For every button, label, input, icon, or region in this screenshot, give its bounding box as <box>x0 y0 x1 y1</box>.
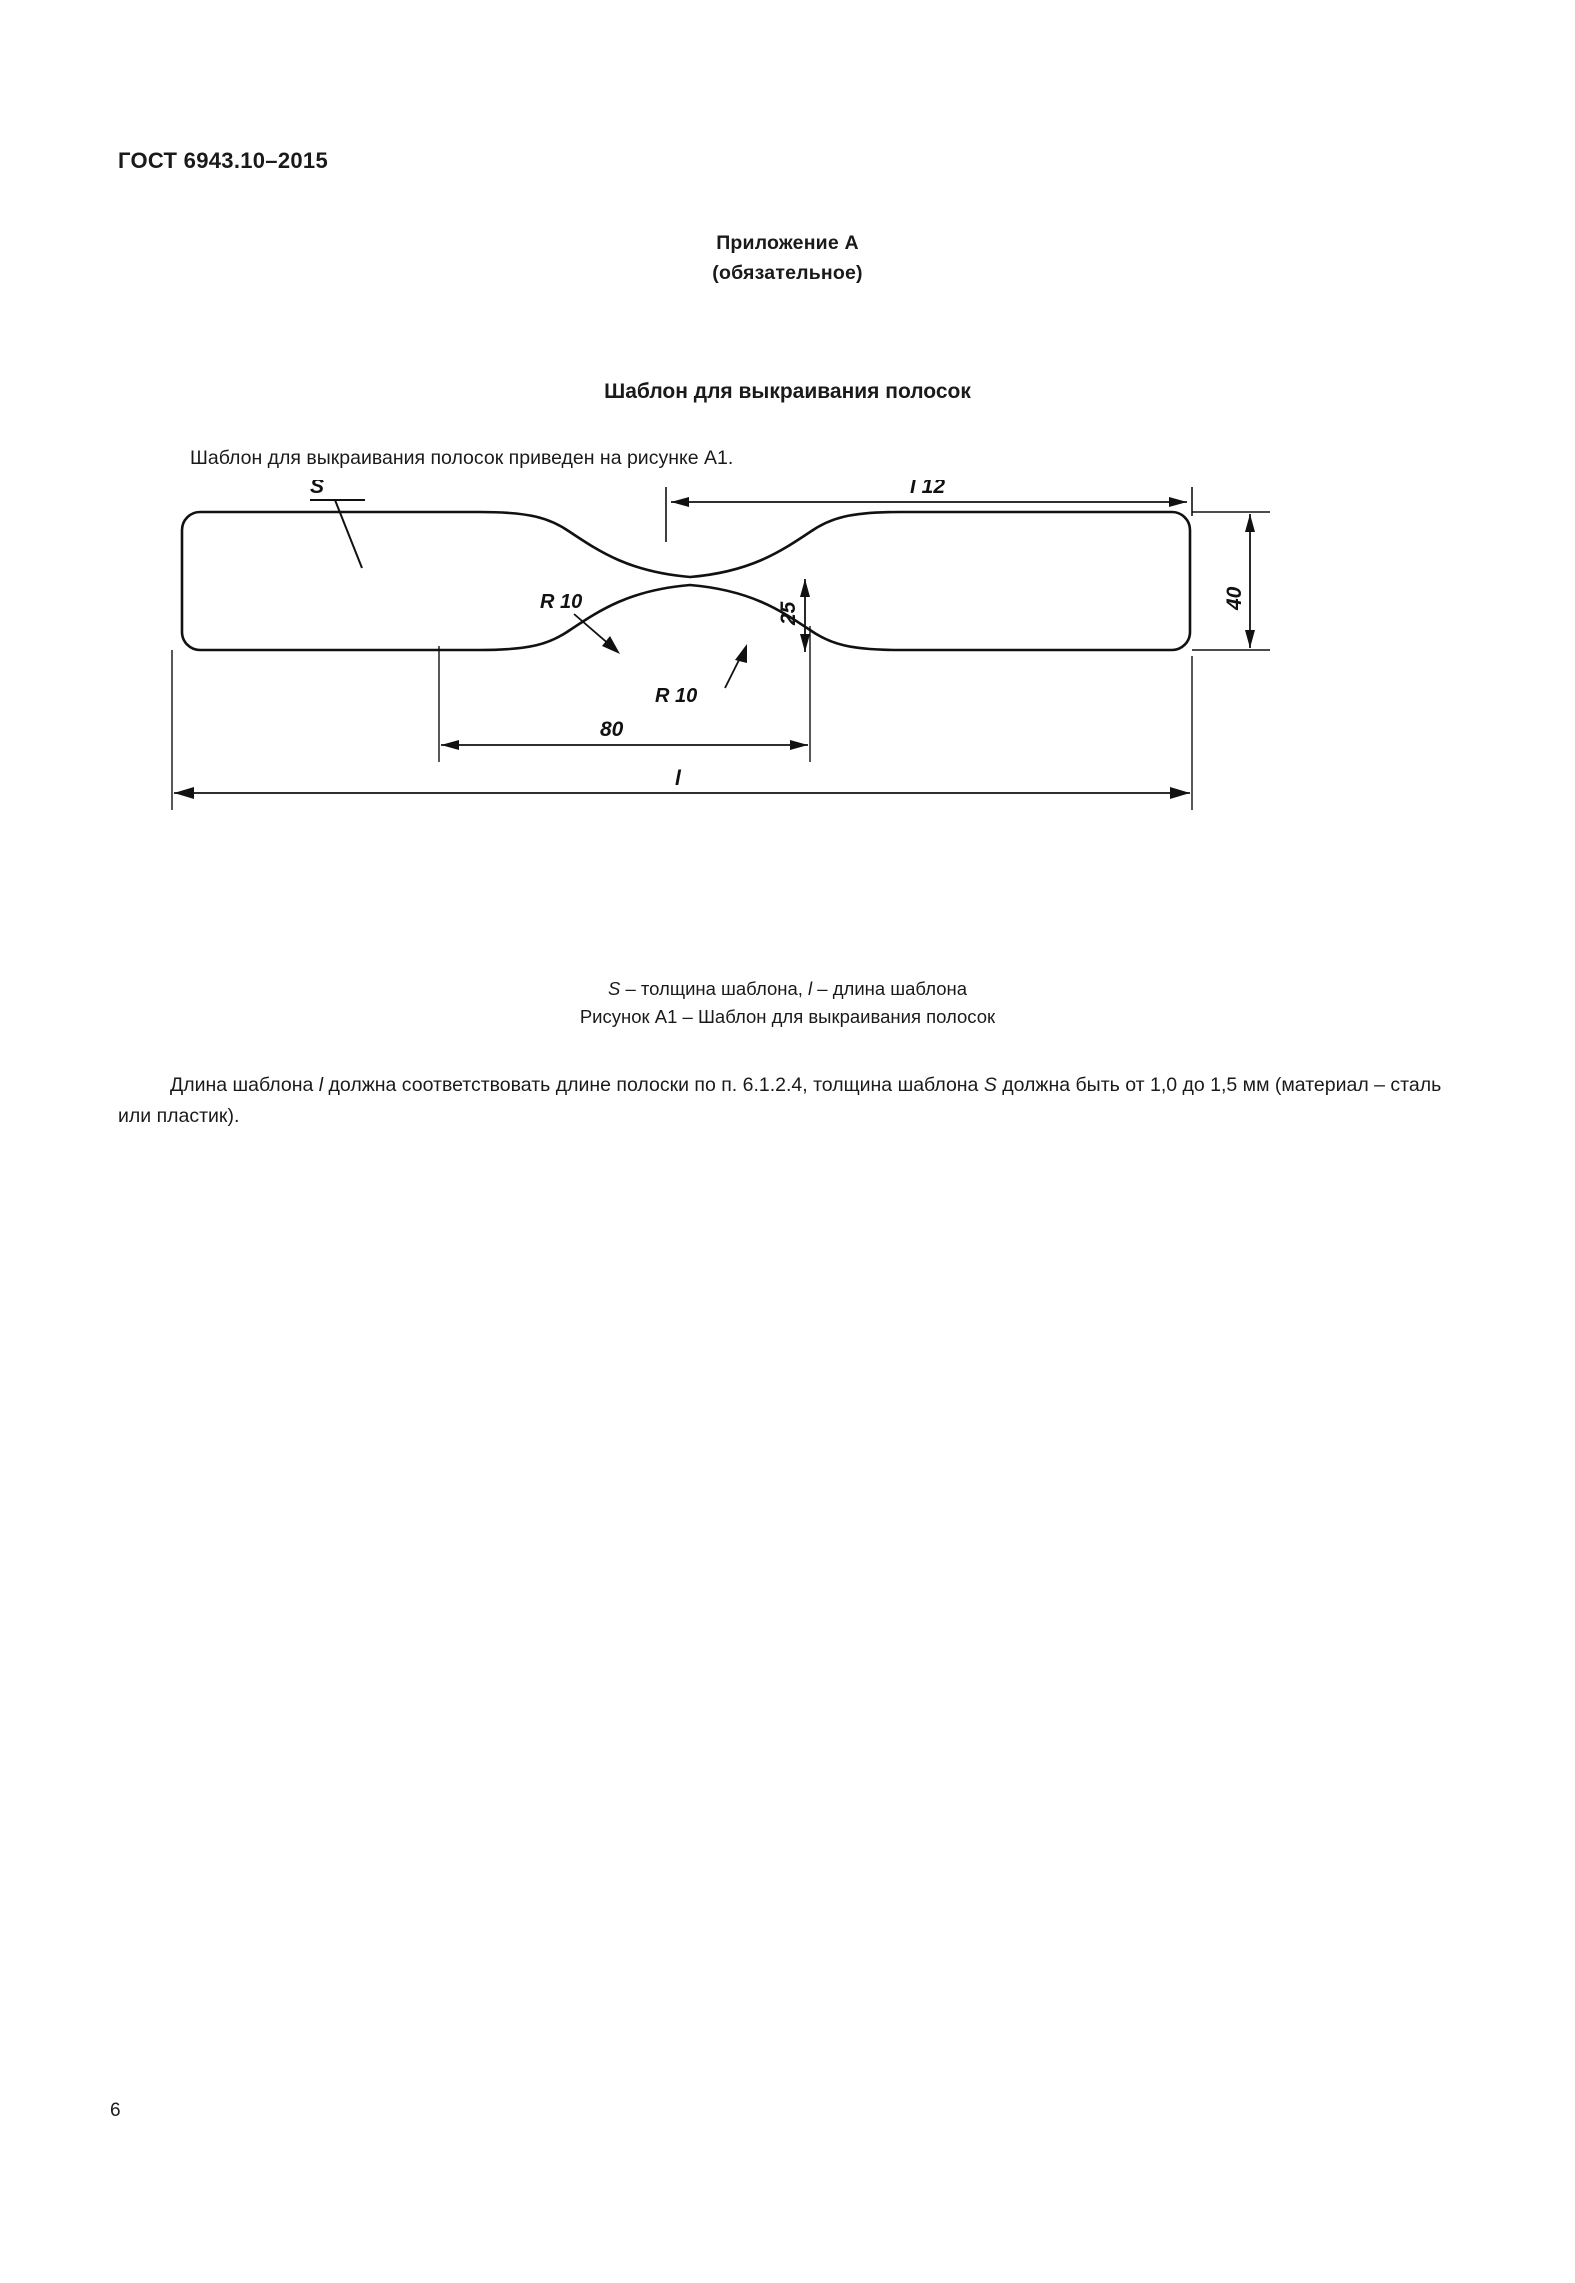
arrow-radius-bottom <box>735 644 747 663</box>
legend-suffix-text: – длина шаблона <box>812 978 967 999</box>
legend-symbol-s: S <box>608 978 621 999</box>
arrow-40-bottom <box>1245 630 1255 648</box>
label-radius-top: R 10 <box>540 591 583 613</box>
legend-middle-text: – толщина шаблона, <box>620 978 809 999</box>
arrow-radius-top <box>602 636 620 654</box>
s-leader-diagonal <box>335 500 362 568</box>
figure-a1 <box>150 480 1440 960</box>
label-thickness: S <box>310 480 325 498</box>
arrow-80-left <box>441 740 459 750</box>
page-number: 6 <box>110 2100 121 2121</box>
arrow-25-top <box>800 579 810 597</box>
arrow-l-right <box>1170 787 1190 799</box>
body-paragraph <box>118 1070 1458 1132</box>
figure-legend <box>0 975 1575 1003</box>
figure-caption-block <box>0 975 1575 1031</box>
label-width-neck: 25 <box>777 601 800 625</box>
annex-subtitle: (обязательное) <box>712 262 863 284</box>
annex-heading <box>0 228 1575 288</box>
arrow-40-top <box>1245 514 1255 532</box>
arrow-l12-left <box>671 497 689 507</box>
annex-title: Приложение А <box>716 232 859 254</box>
arrow-l-left <box>174 787 194 799</box>
arrow-l12-right <box>1169 497 1187 507</box>
label-length-80: 80 <box>600 718 624 741</box>
arrow-80-right <box>790 740 808 750</box>
template-drawing <box>150 480 1440 960</box>
figure-caption: Рисунок А1 – Шаблон для выкраивания полосок <box>579 1006 996 1027</box>
label-width-total: 40 <box>1223 586 1246 610</box>
label-length-12: l 12 <box>910 480 946 498</box>
label-radius-bottom: R 10 <box>655 685 698 707</box>
page-title: Шаблон для выкраивания полосок <box>604 380 971 403</box>
intro-text: Шаблон для выкраивания полосок приведен на рисунке А1. <box>190 447 734 469</box>
paragraph-part-2: должна соответствовать длине полоски по п. 6.1.2.4, толщина шаблона <box>323 1074 984 1096</box>
standard-header: ГОСТ 6943.10–2015 <box>118 148 328 173</box>
paragraph-part-3: должна быть от 1,0 до 1,5 мм (материал – сталь или пластик). <box>118 1074 1442 1127</box>
paragraph-symbol-l: l <box>318 1074 324 1096</box>
template-outline <box>182 512 1190 650</box>
legend-symbol-l: l <box>808 978 813 999</box>
arrow-25-bottom <box>800 634 810 652</box>
paragraph-part-1: Длина шаблона <box>170 1074 319 1096</box>
paragraph-symbol-s: S <box>983 1074 997 1096</box>
label-length-total: l <box>675 767 681 790</box>
